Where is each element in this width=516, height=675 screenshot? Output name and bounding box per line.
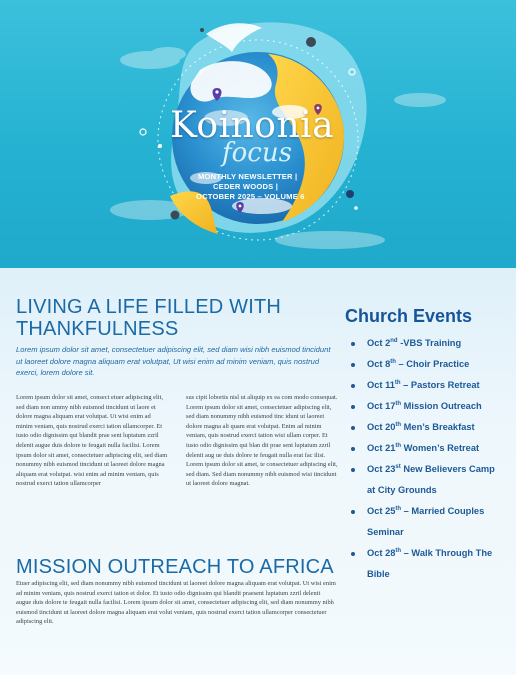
- event-name: Women’s Retreat: [401, 443, 480, 453]
- event-date: Oct 11: [367, 380, 395, 390]
- bullet-dot-icon: [351, 510, 355, 514]
- masthead-banner: [0, 0, 516, 268]
- church-events-panel: [345, 305, 505, 585]
- event-name: Mission Outreach: [401, 401, 482, 411]
- event-date-suffix: nd: [390, 337, 398, 344]
- events-list: [345, 333, 505, 585]
- newsletter-title: Koinonia: [170, 105, 335, 146]
- event-date: Oct 25: [367, 506, 396, 516]
- event-date: Oct 8: [367, 359, 391, 369]
- mission-heading: MISSION OUTREACH TO AFRICA: [16, 556, 334, 578]
- article-heading: LIVING A LIFE FILLED WITH THANKFULNESS: [16, 296, 282, 340]
- event-name: – Married Couples Seminar: [367, 506, 485, 537]
- event-date: Oct 20: [367, 422, 396, 432]
- event-item: [345, 354, 505, 375]
- event-item: [345, 438, 505, 459]
- event-item: [345, 375, 505, 396]
- article-column-left: Lorem ipsum dolor sit amet, consect etuer adipiscing elit, sed diam non ummy nibh euismod tincidunt ut laore et dolore magna aliquam erat volutpat. Ut wisi enim ad minim veniam, quis nostrud exerci tation ullamcorper. Et iusto odio dignissim qui blandit prae sent luptatum zzril delenit augue duis dolore te feugait nulla facilisi. Lorem ipsum dolor sit amet, consectetuer adipiscing elit, sed diam nonummy nibh euismod tincidunt ut laoreet dolore magna aliquam erat volutpat. wisi enim ad minim veniam, quis nostrud exerci tation ullamcorper: [16, 394, 168, 488]
- event-item: [345, 543, 505, 585]
- bullet-dot-icon: [351, 384, 355, 388]
- event-date: Oct 21: [367, 443, 396, 453]
- issue-info-line-3: OCTOBER 2025 – VOLUME 6: [196, 192, 305, 201]
- bullet-dot-icon: [351, 468, 355, 472]
- event-name: – Pastors Retreat: [400, 380, 480, 390]
- event-date: Oct 28: [367, 548, 396, 558]
- event-name: -VBS Training: [397, 338, 462, 348]
- event-date-suffix: th: [395, 547, 402, 554]
- event-name: Men’s Breakfast: [401, 422, 475, 432]
- newsletter-subtitle: focus: [222, 138, 292, 168]
- bullet-dot-icon: [351, 363, 355, 367]
- mission-body: Etuer adipiscing elit, sed diam nonummy nibh euismod tincidunt ut laoreet dolore magna aliquam erat volutpat. Ut wisi enim ad minim veniam, quis nostrud exerci tation et dolor. Et iusto odio dignissim qui blandit praesent luptatum zzril delenit augue duis dolore te feugait nulla facilisi. Lorem ipsum dolor sit amet, consectetuer adipiscing elit, sed diam nonummy nibh euismod tincidunt ut laoreet dolore magna aliquam erat volut veniam, quis nostrud exerci tation ullamcorper consectetuer adipiscing elit.: [16, 580, 336, 626]
- events-heading: Church Events: [345, 306, 473, 326]
- event-item: [345, 501, 505, 543]
- event-date: Oct 2: [367, 338, 391, 348]
- event-name: – Walk Through The Bible: [367, 548, 493, 579]
- event-date-suffix: st: [395, 463, 401, 470]
- bullet-dot-icon: [351, 426, 355, 430]
- event-item: [345, 459, 505, 501]
- article-lead: Lorem ipsum dolor sit amet, consectetuer adipiscing elit, sed diam wisi nibh euismod tincidunt ut laoreet dolore magna aliquam erat volutpat, Ut wisi enim ad minim veniam, quis nostrud exerci, lorem dolore sit.: [16, 345, 331, 377]
- issue-info-line-1: MONTHLY NEWSLETTER |: [198, 172, 298, 181]
- event-date-suffix: th: [395, 421, 402, 428]
- issue-info-line-2: CEDER WOODS |: [213, 182, 279, 191]
- event-date-suffix: th: [395, 442, 402, 449]
- article-columns: [16, 393, 338, 489]
- event-name: New Believers Camp at City Grounds: [367, 464, 495, 495]
- event-item: [345, 417, 505, 438]
- event-item: [345, 333, 505, 354]
- event-date-suffix: th: [394, 379, 401, 386]
- masthead-text: [0, 0, 516, 268]
- bullet-dot-icon: [351, 552, 355, 556]
- article-column-right: sus cipit lobortis nisl ut aliquip ex ea com modo consequat. Lorem ipsum dolor sit amet, consectetuer adipiscing elit, sed diam nonummy nibh euismod tinc idunt ut laoreet dolore magna ali quam erat volutpat. Enim ad minim veniam, quis nostrud exerci tation wisi ullam corper. Et iusto odio dignissim qui blan dit prae sent luptatum zzril delenit aug ue duis dolore te feugait nulla erat fac ilisi. Lorem ipsum dolor sit amet, te consectetuer adipiscing elit, sed diam. Sed diam nonummy nibh euismod wisi tincidunt ut laoreet dolore magnat.: [186, 394, 338, 488]
- event-name: – Choir Practice: [395, 359, 470, 369]
- event-date-suffix: th: [395, 505, 402, 512]
- event-date: Oct 17: [367, 401, 396, 411]
- event-date-suffix: th: [390, 358, 396, 365]
- bullet-dot-icon: [351, 447, 355, 451]
- event-date-suffix: th: [395, 400, 402, 407]
- event-item: [345, 396, 505, 417]
- bullet-dot-icon: [351, 405, 355, 409]
- bullet-dot-icon: [351, 342, 355, 346]
- article-thankfulness: [16, 296, 338, 488]
- event-date: Oct 23: [367, 464, 396, 474]
